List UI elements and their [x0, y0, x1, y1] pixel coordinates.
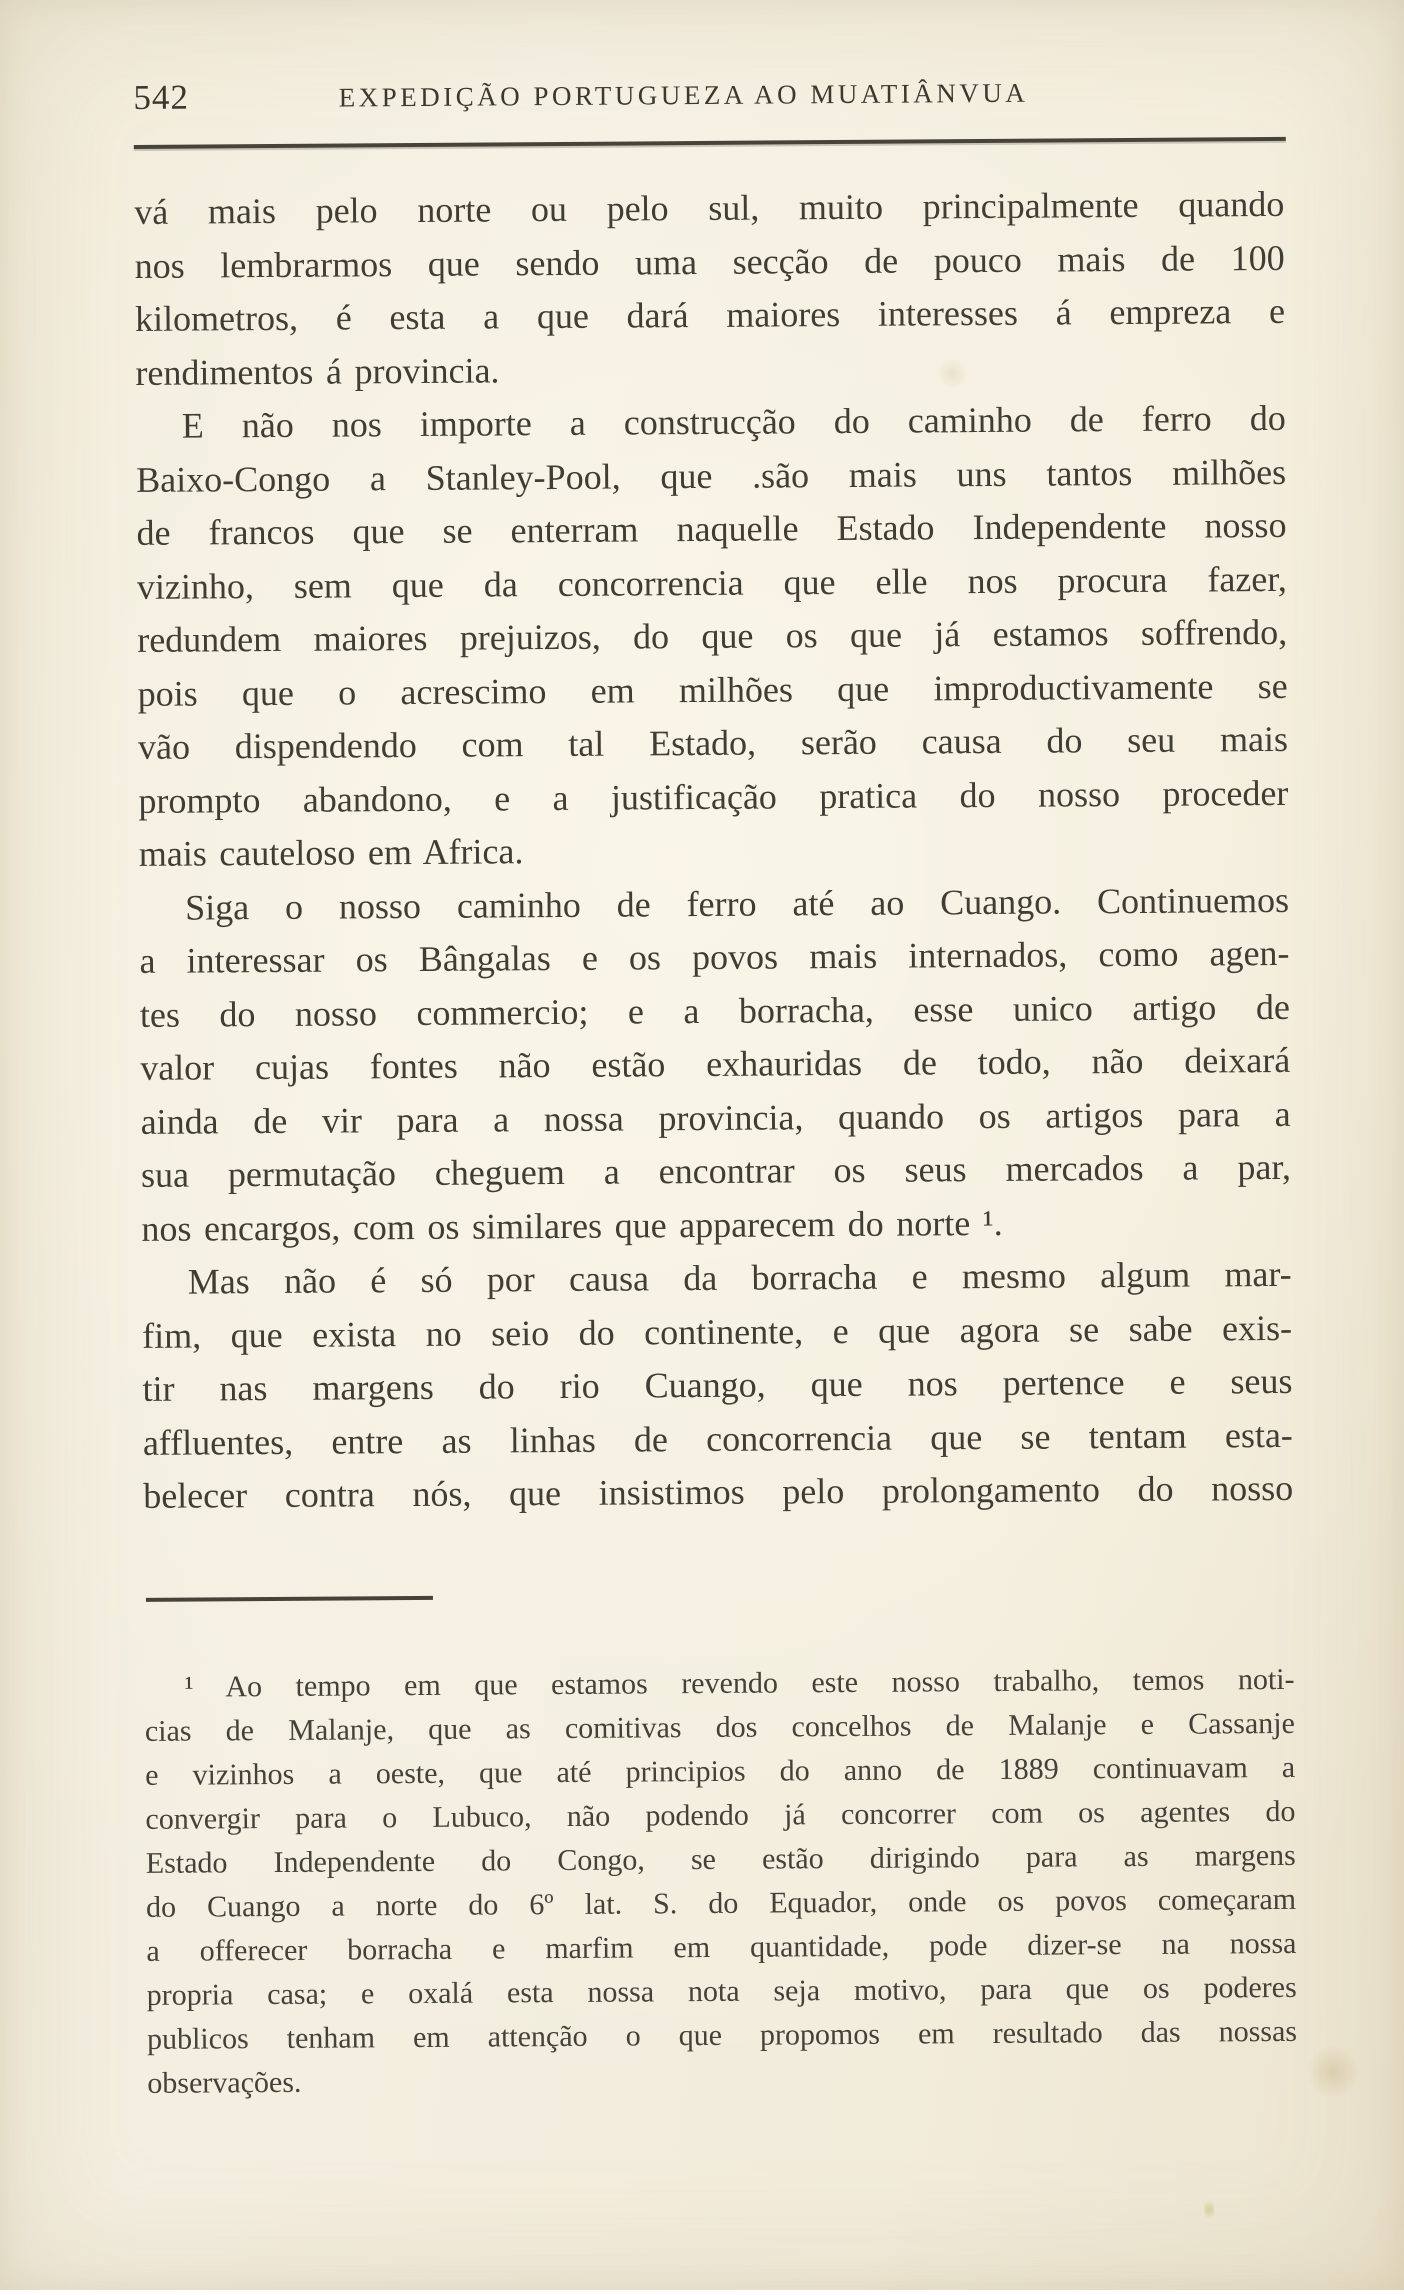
- footnote-line: propria casa; e oxalá esta nossa nota seja motivo, para que os poderes: [146, 1970, 1297, 2012]
- body-line: valor cujas fontes não estão exhauridas de todo, não deixará: [140, 1039, 1291, 1088]
- paper-stain: [1307, 2043, 1359, 2099]
- footnote-line: e vizinhos a oeste, que até principios do anno de 1889 continuavam a: [145, 1750, 1296, 1792]
- body-line: nos encargos, com os similares que apparecem do norte ¹.: [141, 1202, 1003, 1249]
- body-line: ainda de vir para a nossa provincia, quando os artigos para a: [140, 1093, 1291, 1142]
- header-rule: [134, 137, 1286, 149]
- body-line: redundem maiores prejuizos, do que os que já estamos soffrendo,: [137, 611, 1288, 660]
- page-number: 542: [133, 77, 190, 117]
- body-line: rendimentos á provincia.: [135, 349, 500, 393]
- footnote-line: convergir para o Lubuco, não podendo já concorrer com os agentes do: [145, 1794, 1296, 1836]
- body-line: a interessar os Bângalas e os povos mais internados, como agen-: [139, 932, 1290, 981]
- body-line: tes do nosso commercio; e a borracha, esse unico artigo de: [139, 986, 1290, 1035]
- body-text: [134, 178, 1293, 1523]
- paper-stain: [1204, 2198, 1214, 2220]
- body-line: nos lembrarmos que sendo uma secção de pouco mais de 100: [134, 237, 1285, 286]
- body-line: prompto abandono, e a justificação pratica do nosso proceder: [138, 772, 1289, 821]
- body-line: Baixo-Congo a Stanley-Pool, que .são mais uns tantos milhões: [135, 451, 1287, 500]
- body-line: de francos que se enterram naquelle Estado Independente nosso: [136, 504, 1287, 553]
- body-line: sua permutação cheguem a encontrar os seus mercados a par,: [140, 1146, 1292, 1195]
- footnote-line: observações.: [147, 2065, 302, 2100]
- body-line: E não nos importe a construcção do caminho de ferro do: [181, 397, 1286, 446]
- footnote-line: do Cuango a norte do 6º lat. S. do Equador, onde os povos começaram: [145, 1882, 1297, 1924]
- body-line: vão dispendendo com tal Estado, serão causa do seu mais: [137, 718, 1289, 767]
- body-line: Siga o nosso caminho de ferro até ao Cuango. Continuemos: [184, 879, 1290, 928]
- body-line: affluentes, entre as linhas de concorrencia que se tentam esta-: [142, 1414, 1293, 1463]
- footnote-line: a offerecer borracha e marfim em quantidade, pode dizer-se na nossa: [146, 1926, 1297, 1968]
- body-line: belecer contra nós, que insistimos pelo prolongamento do nosso: [143, 1467, 1294, 1516]
- body-line: Mas não é só por causa da borracha e mesmo algum mar-: [187, 1253, 1292, 1302]
- footnote-line: ¹ Ao tempo em que estamos revendo este nosso trabalho, temos noti-: [184, 1662, 1295, 1704]
- body-line: vizinho, sem que da concorrencia que elle nos procura fazer,: [136, 558, 1287, 607]
- body-line: vá mais pelo norte ou pelo sul, muito principalmente quando: [134, 183, 1285, 232]
- running-header-title: EXPEDIÇÃO PORTUGUEZA AO MUATIÂNVUA: [338, 77, 1029, 113]
- body-line: mais cauteloso em Africa.: [138, 831, 524, 874]
- footnote-text: [144, 1658, 1297, 2106]
- footnote-line: Estado Independente do Congo, se estão dirigindo para as margens: [145, 1838, 1296, 1880]
- footnote-separator-rule: [146, 1596, 433, 1602]
- footnote-line: publicos tenham em attenção o que propomos em resultado das nossas: [146, 2014, 1298, 2056]
- body-line: pois que o acrescimo em milhões que improductivamente se: [137, 665, 1288, 714]
- body-line: tir nas margens do rio Cuango, que nos pertence e seus: [142, 1360, 1293, 1409]
- body-line: kilometros, é esta a que dará maiores interesses á empreza e: [134, 290, 1286, 339]
- footnote-line: cias de Malanje, que as comitivas dos concelhos de Malanje e Cassanje: [144, 1706, 1295, 1748]
- body-line: fim, que exista no seio do continente, e que agora se sabe exis-: [141, 1307, 1293, 1356]
